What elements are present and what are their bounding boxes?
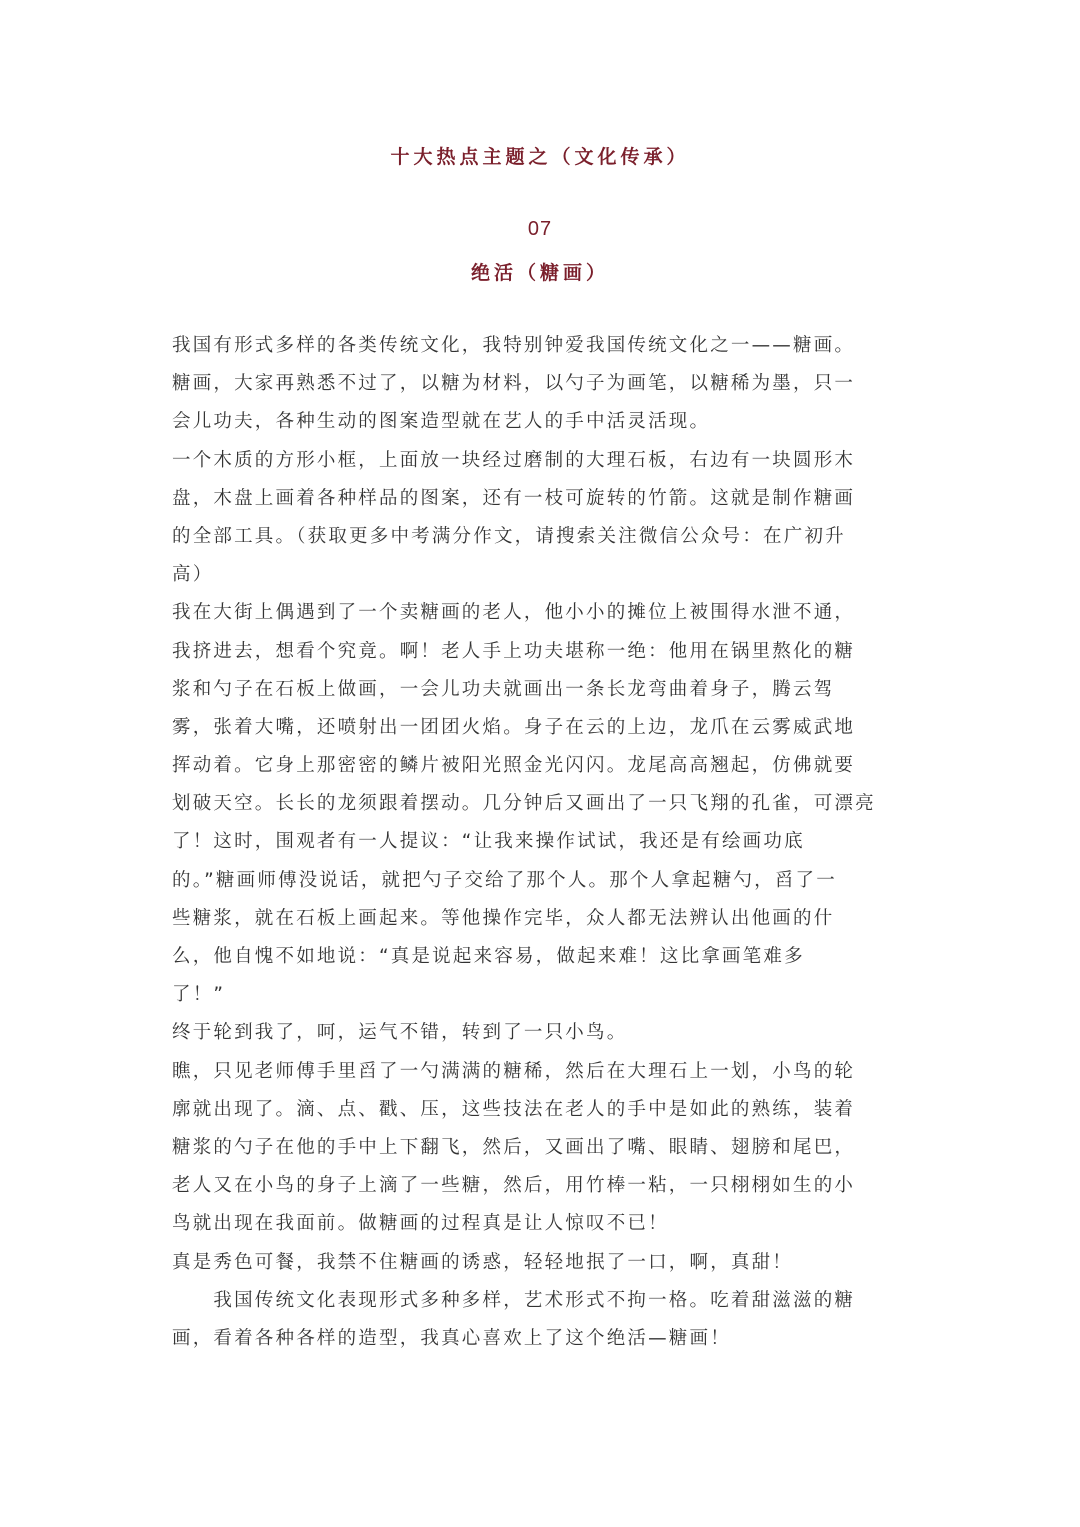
essay-line: 我挤进去，想看个究竟。啊！老人手上功夫堪称一绝：他用在锅里熬化的糖	[172, 640, 856, 662]
essay-line: 我国有形式多样的各类传统文化，我特别钟爱我国传统文化之一——糖画。	[172, 335, 856, 356]
essay-number: 07	[527, 218, 553, 240]
essay-line: 些糖浆，就在石板上画起来。等他操作完毕，众人都无法辨认出他画的什	[172, 907, 835, 929]
essay-line: 我在大街上偶遇到了一个卖糖画的老人，他小小的摊位上被围得水泄不通，	[172, 602, 856, 624]
essay-line: 高）	[172, 564, 214, 586]
series-title: 十大热点主题之（文化传承）	[390, 146, 690, 168]
essay-line: 老人又在小鸟的身子上滴了一些糖，然后，用竹棒一粘，一只栩栩如生的小	[172, 1175, 856, 1197]
essay-line: 画，看着各种各样的造型，我真心喜欢上了这个绝活—糖画！	[172, 1327, 731, 1349]
essay-title: 绝活（糖画）	[470, 262, 609, 284]
essay-line: 廓就出现了。滴、点、戳、压，这些技法在老人的手中是如此的熟练，装着	[172, 1098, 856, 1120]
essay-line: 一个木质的方形小框，上面放一块经过磨制的大理石板，右边有一块圆形木	[172, 449, 856, 471]
essay-line: 终于轮到我了，呵，运气不错，转到了一只小鸟。	[172, 1022, 628, 1044]
essay-line: 糖浆的勺子在他的手中上下翻飞，然后，又画出了嘴、眼睛、翅膀和尾巴，	[172, 1136, 856, 1158]
essay-line: 糖画，大家再熟悉不过了，以糖为材料，以勺子为画笔，以糖稀为墨，只一	[172, 373, 856, 395]
essay-line: 挥动着。它身上那密密的鳞片被阳光照金光闪闪。龙尾高高翘起，仿佛就要	[172, 755, 856, 777]
essay-line: 鸟就出现在我面前。做糖画的过程真是让人惊叹不已！	[172, 1213, 669, 1235]
essay-line: 么，他自愧不如地说：“真是说起来容易，做起来难！这比拿画笔难多	[172, 946, 805, 967]
essay-line: 了！”	[172, 984, 226, 1006]
essay-line: 的。”糖画师傅没说话，就把勺子交给了那个人。那个人拿起糖勺，舀了一	[172, 869, 837, 891]
essay-line: 瞧，只见老师傅手里舀了一勺满满的糖稀，然后在大理石上一划，小鸟的轮	[172, 1060, 856, 1082]
essay-line: 雾，张着大嘴，还喷射出一团团火焰。身子在云的上边，龙爪在云雾威武地	[172, 716, 856, 738]
essay-body	[172, 327, 932, 1358]
essay-line: 浆和勺子在石板上做画，一会儿功夫就画出一条长龙弯曲着身子，腾云驾	[172, 678, 835, 700]
essay-line: 的全部工具。（获取更多中考满分作文，请搜索关注微信公众号：在广初升	[172, 525, 846, 547]
essay-line: 盘，木盘上画着各种样品的图案，还有一枝可旋转的竹箭。这就是制作糖画	[172, 487, 856, 509]
essay-line: 我国传统文化表现形式多种多样，艺术形式不拘一格。吃着甜滋滋的糖	[172, 1289, 856, 1311]
essay-line: 会儿功夫，各种生动的图案造型就在艺人的手中活灵活现。	[172, 411, 711, 433]
essay-line: 划破天空。长长的龙须跟着摆动。几分钟后又画出了一只飞翔的孔雀，可漂亮	[172, 793, 876, 815]
essay-line: 真是秀色可餐，我禁不住糖画的诱惑，轻轻地抿了一口，啊，真甜！	[172, 1251, 794, 1273]
essay-line: 了！这时，围观者有一人提议：“让我来操作试试，我还是有绘画功底	[172, 831, 805, 853]
